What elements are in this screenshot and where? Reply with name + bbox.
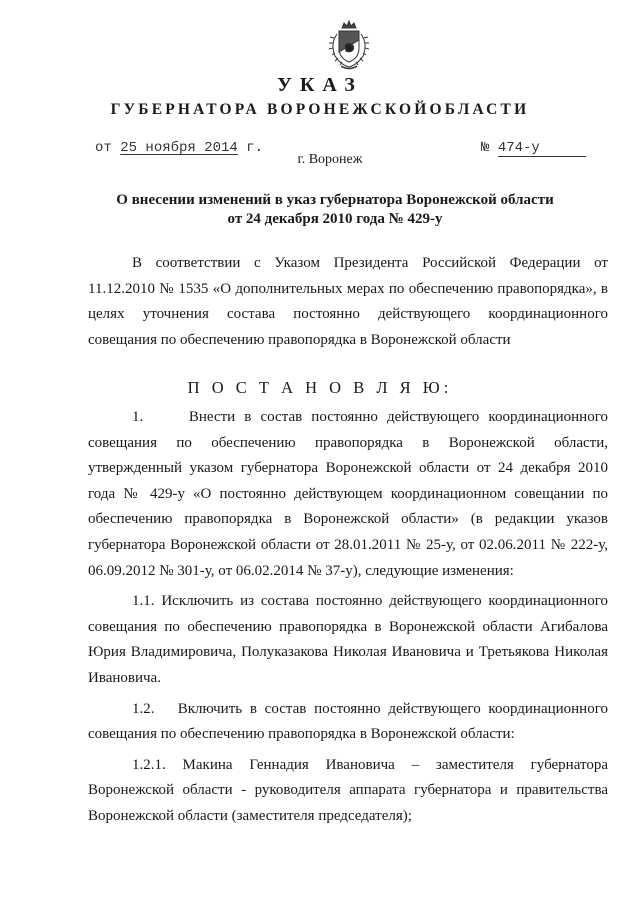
coat-of-arms-emblem [325, 20, 373, 72]
decree-title: УКАЗ [277, 74, 363, 96]
date-prefix: от [95, 140, 112, 156]
decree-subject [100, 191, 570, 229]
date-suffix: г. [246, 140, 264, 156]
resolve-heading: П О С Т А Н О В Л Я Ю: [187, 378, 453, 397]
decree-city: г. Воронеж [297, 152, 363, 167]
decree-issuer: ГУБЕРНАТОРА ВОРОНЕЖСКОЙОБЛАСТИ [110, 101, 530, 118]
preamble-paragraph: В соответствии с Указом Президента Российской Федерации от 11.12.2010 № 1535 «О дополнительных мерах по обеспечению правопорядка», в целях уточнения состава постоянно действующего координационного совещания по обеспечению правопорядка в Воронежской области [88, 255, 608, 348]
item-1-1-paragraph: 1.1. Исключить из состава постоянно действующего координационного совещания по обеспечению правопорядка в Воронежской области Агибалова Юрия Владимировича, Полуказакова Николая Ивановича и Третьякова Николая Ивановича. [88, 593, 608, 686]
item-1-2-1-paragraph: 1.2.1. Макина Геннадия Ивановича – заместителя губернатора Воронежской области - руководителя аппарата губернатора и правительства Воронежской области (заместителя председателя); [88, 756, 608, 824]
item-1-paragraph: 1. Внести в состав постоянно действующего координационного совещания по обеспечению правопорядка в Воронежской области, утвержденный указом губернатора Воронежской области от 24 декабря 2010 года № 429-у «О постоянно действующем координационном совещании по обеспечению правопорядка в Воронежской области» (в редакции указов губернатора Воронежской области от 28.01.2011 № 25-у, от 02.06.2011 № 222-у, 06.09.2012 № 301-у, от 06.02.2014 № 37-у), следующие изменения: [88, 409, 612, 579]
number-prefix: № [481, 140, 490, 156]
preamble-block [88, 251, 608, 353]
number-value: 474-у [498, 141, 586, 157]
subject-line-1: О внесении изменений в указ губернатора Воронежской области [116, 192, 554, 208]
item-1-2-paragraph: 1.2. Включить в состав постоянно действующего координационного совещания по обеспечению правопорядка в Воронежской области: [88, 700, 612, 743]
date-value: 25 ноября 2014 [120, 140, 238, 156]
decree-items [88, 405, 612, 830]
subject-line-2: от 24 декабря 2010 года № 429-у [227, 211, 443, 227]
